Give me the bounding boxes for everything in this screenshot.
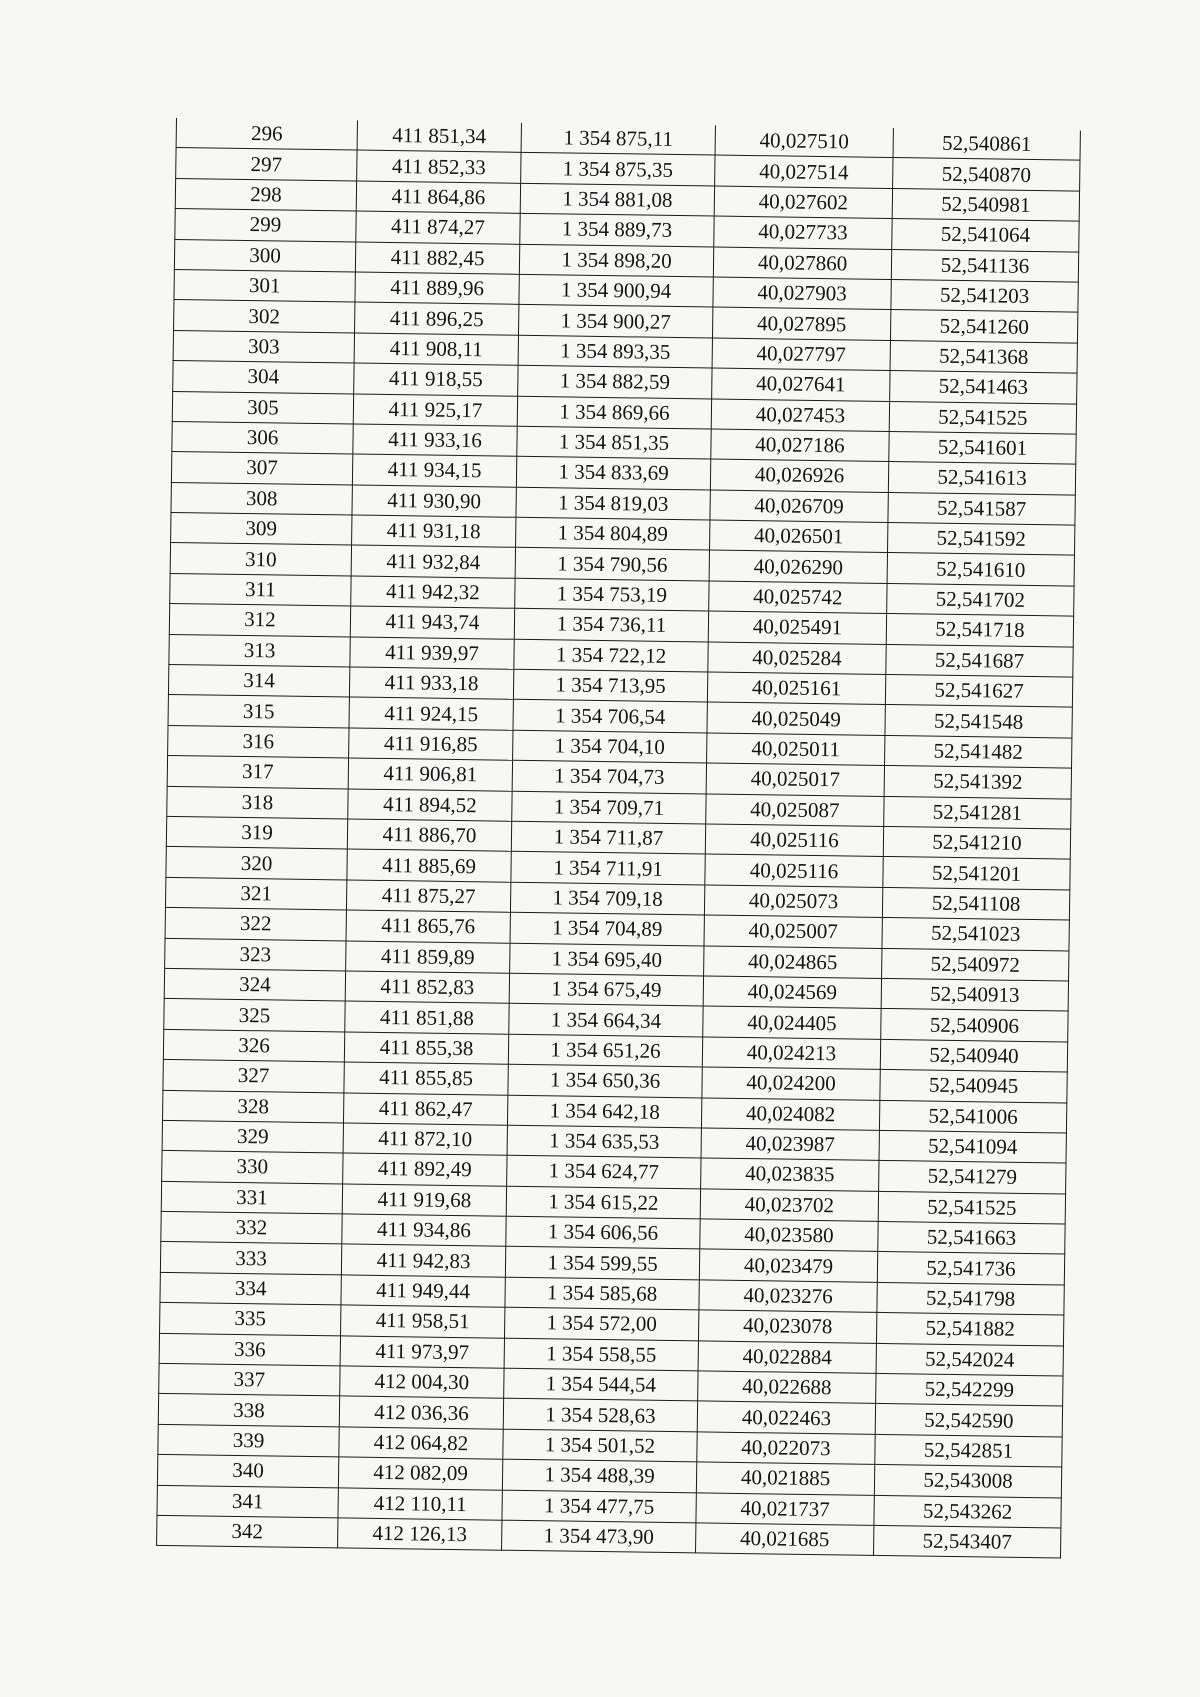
point-number-cell: 307 [171,452,352,485]
x-coordinate-cell: 411 894,52 [348,789,512,822]
latitude-cell: 40,026709 [710,490,888,523]
longitude-cell: 52,542851 [875,1434,1062,1467]
y-coordinate-cell: 1 354 804,89 [516,517,710,550]
x-coordinate-cell: 411 862,47 [343,1092,507,1125]
y-coordinate-cell: 1 354 635,53 [507,1125,701,1158]
y-coordinate-cell: 1 354 869,66 [517,396,711,429]
latitude-cell: 40,021737 [696,1492,874,1525]
point-number-cell: 330 [162,1151,343,1184]
longitude-cell: 52,540972 [882,948,1069,981]
y-coordinate-cell: 1 354 711,91 [511,852,705,885]
point-number-cell: 318 [167,786,348,819]
longitude-cell: 52,541525 [889,401,1076,434]
point-number-cell: 316 [168,725,349,758]
latitude-cell: 40,026501 [710,520,888,553]
latitude-cell: 40,022884 [698,1341,876,1374]
y-coordinate-cell: 1 354 709,71 [512,791,706,824]
x-coordinate-cell: 411 943,74 [350,606,514,639]
y-coordinate-cell: 1 354 585,68 [505,1277,699,1310]
x-coordinate-cell: 411 942,32 [351,576,515,609]
longitude-cell: 52,541718 [886,614,1073,647]
longitude-cell: 52,540861 [893,128,1080,160]
x-coordinate-cell: 412 126,13 [338,1518,502,1551]
point-number-cell: 296 [176,118,357,150]
y-coordinate-cell: 1 354 675,49 [509,973,703,1006]
point-number-cell: 311 [170,573,351,606]
y-coordinate-cell: 1 354 722,12 [514,639,708,672]
latitude-cell: 40,025011 [707,733,885,766]
longitude-cell: 52,541592 [887,523,1074,556]
longitude-cell: 52,540906 [881,1009,1068,1042]
point-number-cell: 301 [174,269,355,302]
latitude-cell: 40,023479 [699,1249,877,1282]
x-coordinate-cell: 411 851,88 [345,1001,509,1034]
x-coordinate-cell: 411 906,81 [348,758,512,791]
latitude-cell: 40,025491 [708,611,886,644]
x-coordinate-cell: 412 110,11 [338,1487,502,1520]
x-coordinate-cell: 411 949,44 [341,1275,505,1308]
longitude-cell: 52,541663 [878,1221,1065,1254]
longitude-cell: 52,541882 [876,1313,1063,1346]
latitude-cell: 40,025742 [709,581,887,614]
latitude-cell: 40,022463 [697,1401,875,1434]
latitude-cell: 40,027860 [713,247,891,280]
latitude-cell: 40,025116 [705,824,883,857]
latitude-cell: 40,026290 [709,550,887,583]
x-coordinate-cell: 412 004,30 [340,1366,504,1399]
y-coordinate-cell: 1 354 488,39 [502,1459,696,1492]
latitude-cell: 40,024082 [701,1097,879,1130]
x-coordinate-cell: 411 892,49 [343,1153,507,1186]
latitude-cell: 40,027514 [715,155,893,188]
latitude-cell: 40,025073 [704,885,882,918]
y-coordinate-cell: 1 354 790,56 [515,548,709,581]
y-coordinate-cell: 1 354 473,90 [502,1520,696,1553]
longitude-cell: 52,541006 [879,1100,1066,1133]
x-coordinate-cell: 411 855,38 [344,1032,508,1065]
point-number-cell: 334 [160,1272,341,1305]
y-coordinate-cell: 1 354 819,03 [516,487,710,520]
point-number-cell: 320 [166,847,347,880]
latitude-cell: 40,022688 [698,1371,876,1404]
y-coordinate-cell: 1 354 558,55 [504,1338,698,1371]
y-coordinate-cell: 1 354 664,34 [509,1004,703,1037]
x-coordinate-cell: 411 896,25 [355,302,519,335]
point-number-cell: 315 [168,695,349,728]
point-number-cell: 333 [160,1242,341,1275]
y-coordinate-cell: 1 354 544,54 [504,1368,698,1401]
x-coordinate-cell: 412 082,09 [338,1457,502,1490]
longitude-cell: 52,541798 [877,1282,1064,1315]
y-coordinate-cell: 1 354 893,35 [518,335,712,368]
longitude-cell: 52,541203 [891,279,1078,312]
point-number-cell: 327 [163,1060,344,1093]
latitude-cell: 40,022073 [697,1432,875,1465]
y-coordinate-cell: 1 354 528,63 [503,1399,697,1432]
longitude-cell: 52,541108 [882,887,1069,920]
x-coordinate-cell: 411 916,85 [349,728,513,761]
point-number-cell: 329 [162,1120,343,1153]
y-coordinate-cell: 1 354 882,59 [518,365,712,398]
longitude-cell: 52,542024 [876,1343,1063,1376]
y-coordinate-cell: 1 354 650,36 [508,1064,702,1097]
x-coordinate-cell: 411 852,83 [345,971,509,1004]
point-number-cell: 308 [171,482,352,515]
longitude-cell: 52,541525 [878,1191,1065,1224]
latitude-cell: 40,027797 [712,338,890,371]
x-coordinate-cell: 411 918,55 [354,363,518,396]
longitude-cell: 52,543008 [874,1465,1061,1498]
point-number-cell: 326 [163,1029,344,1062]
latitude-cell: 40,026926 [710,459,888,492]
x-coordinate-cell: 411 852,33 [357,150,521,183]
x-coordinate-cell: 411 930,90 [352,485,516,518]
y-coordinate-cell: 1 354 704,73 [512,760,706,793]
x-coordinate-cell: 412 036,36 [339,1396,503,1429]
longitude-cell: 52,541687 [886,644,1073,677]
longitude-cell: 52,541368 [890,340,1077,373]
y-coordinate-cell: 1 354 898,20 [519,244,713,277]
x-coordinate-cell: 411 934,15 [352,454,516,487]
y-coordinate-cell: 1 354 833,69 [516,457,710,490]
x-coordinate-cell: 411 939,97 [350,637,514,670]
point-number-cell: 302 [174,300,355,333]
y-coordinate-cell: 1 354 706,54 [513,700,707,733]
x-coordinate-cell: 411 882,45 [355,242,519,275]
longitude-cell: 52,541260 [890,310,1077,343]
longitude-cell: 52,541463 [890,371,1077,404]
point-number-cell: 335 [160,1303,341,1336]
point-number-cell: 305 [172,391,353,424]
x-coordinate-cell: 411 859,89 [346,941,510,974]
x-coordinate-cell: 411 908,11 [354,333,518,366]
latitude-cell: 40,027602 [714,186,892,219]
latitude-cell: 40,023702 [700,1189,878,1222]
longitude-cell: 52,541601 [889,431,1076,464]
latitude-cell: 40,024200 [702,1067,880,1100]
point-number-cell: 299 [175,209,356,242]
y-coordinate-cell: 1 354 704,89 [510,912,704,945]
longitude-cell: 52,540945 [880,1070,1067,1103]
x-coordinate-cell: 411 942,83 [341,1244,505,1277]
y-coordinate-cell: 1 354 875,11 [521,123,715,156]
coordinate-table-wrapper [156,118,1080,1559]
y-coordinate-cell: 1 354 704,10 [513,730,707,763]
y-coordinate-cell: 1 354 900,27 [519,305,713,338]
x-coordinate-cell: 411 851,34 [357,121,521,153]
point-number-cell: 325 [164,999,345,1032]
latitude-cell: 40,023078 [698,1310,876,1343]
y-coordinate-cell: 1 354 753,19 [515,578,709,611]
latitude-cell: 40,024213 [702,1037,880,1070]
longitude-cell: 52,542590 [875,1404,1062,1437]
point-number-cell: 303 [173,330,354,363]
y-coordinate-cell: 1 354 572,00 [505,1307,699,1340]
y-coordinate-cell: 1 354 709,18 [510,882,704,915]
latitude-cell: 40,025049 [707,702,885,735]
latitude-cell: 40,025116 [705,854,883,887]
y-coordinate-cell: 1 354 599,55 [505,1247,699,1280]
longitude-cell: 52,541587 [888,492,1075,525]
latitude-cell: 40,027453 [711,399,889,432]
longitude-cell: 52,541482 [885,735,1072,768]
latitude-cell: 40,025017 [706,763,884,796]
point-number-cell: 340 [157,1455,338,1488]
point-number-cell: 331 [161,1181,342,1214]
x-coordinate-cell: 411 925,17 [353,394,517,427]
point-number-cell: 321 [165,877,346,910]
point-number-cell: 298 [175,178,356,211]
point-number-cell: 300 [174,239,355,272]
latitude-cell: 40,027733 [714,216,892,249]
point-number-cell: 312 [169,604,350,637]
x-coordinate-cell: 411 872,10 [343,1123,507,1156]
y-coordinate-cell: 1 354 713,95 [513,669,707,702]
longitude-cell: 52,541064 [892,219,1079,252]
longitude-cell: 52,540870 [893,158,1080,191]
x-coordinate-cell: 411 864,86 [356,181,520,214]
point-number-cell: 304 [173,361,354,394]
longitude-cell: 52,541094 [879,1130,1066,1163]
y-coordinate-cell: 1 354 624,77 [507,1156,701,1189]
point-number-cell: 328 [163,1090,344,1123]
point-number-cell: 313 [169,634,350,667]
point-number-cell: 336 [159,1333,340,1366]
longitude-cell: 52,541136 [891,249,1078,282]
y-coordinate-cell: 1 354 881,08 [520,183,714,216]
x-coordinate-cell: 411 875,27 [346,880,510,913]
longitude-cell: 52,541610 [887,553,1074,586]
point-number-cell: 310 [170,543,351,576]
point-number-cell: 314 [168,664,349,697]
point-number-cell: 341 [157,1485,338,1518]
y-coordinate-cell: 1 354 501,52 [503,1429,697,1462]
y-coordinate-cell: 1 354 889,73 [520,213,714,246]
x-coordinate-cell: 411 924,15 [349,697,513,730]
x-coordinate-cell: 411 933,16 [353,424,517,457]
x-coordinate-cell: 411 889,96 [355,272,519,305]
x-coordinate-cell: 411 934,86 [342,1214,506,1247]
latitude-cell: 40,027903 [713,277,891,310]
x-coordinate-cell: 411 919,68 [342,1184,506,1217]
longitude-cell: 52,540913 [881,978,1068,1011]
longitude-cell: 52,543262 [874,1495,1061,1528]
point-number-cell: 342 [157,1515,338,1548]
point-number-cell: 319 [166,816,347,849]
longitude-cell: 52,540981 [892,188,1079,221]
x-coordinate-cell: 411 874,27 [356,211,520,244]
x-coordinate-cell: 411 932,84 [351,545,515,578]
latitude-cell: 40,025284 [708,642,886,675]
y-coordinate-cell: 1 354 900,94 [519,274,713,307]
longitude-cell: 52,541736 [877,1252,1064,1285]
x-coordinate-cell: 412 064,82 [339,1427,503,1460]
x-coordinate-cell: 411 886,70 [347,819,511,852]
longitude-cell: 52,541613 [888,462,1075,495]
x-coordinate-cell: 411 931,18 [352,515,516,548]
point-number-cell: 324 [164,968,345,1001]
longitude-cell: 52,541702 [887,583,1074,616]
latitude-cell: 40,025007 [704,915,882,948]
x-coordinate-cell: 411 933,18 [349,667,513,700]
latitude-cell: 40,023835 [701,1158,879,1191]
latitude-cell: 40,024569 [703,976,881,1009]
x-coordinate-cell: 411 958,51 [341,1305,505,1338]
x-coordinate-cell: 411 885,69 [347,849,511,882]
longitude-cell: 52,541279 [879,1161,1066,1194]
latitude-cell: 40,023987 [701,1128,879,1161]
point-number-cell: 309 [171,513,352,546]
point-number-cell: 317 [167,756,348,789]
x-coordinate-cell: 411 855,85 [344,1062,508,1095]
longitude-cell: 52,541210 [883,826,1070,859]
latitude-cell: 40,024405 [703,1006,881,1039]
coordinate-table-body [157,118,1081,1558]
y-coordinate-cell: 1 354 736,11 [514,609,708,642]
latitude-cell: 40,024865 [704,945,882,978]
y-coordinate-cell: 1 354 477,75 [502,1490,696,1523]
latitude-cell: 40,025087 [706,794,884,827]
longitude-cell: 52,541201 [883,857,1070,890]
point-number-cell: 337 [159,1363,340,1396]
y-coordinate-cell: 1 354 695,40 [510,943,704,976]
latitude-cell: 40,027641 [712,368,890,401]
latitude-cell: 40,021885 [696,1462,874,1495]
y-coordinate-cell: 1 354 875,35 [521,153,715,186]
y-coordinate-cell: 1 354 711,87 [511,821,705,854]
latitude-cell: 40,027186 [711,429,889,462]
coordinate-table [156,118,1081,1559]
longitude-cell: 52,541548 [885,705,1072,738]
longitude-cell: 52,541023 [882,918,1069,951]
x-coordinate-cell: 411 973,97 [340,1336,504,1369]
longitude-cell: 52,540940 [880,1039,1067,1072]
latitude-cell: 40,027895 [712,307,890,340]
longitude-cell: 52,543407 [873,1525,1060,1558]
longitude-cell: 52,541281 [884,796,1071,829]
y-coordinate-cell: 1 354 651,26 [508,1034,702,1067]
x-coordinate-cell: 411 865,76 [346,910,510,943]
latitude-cell: 40,023276 [699,1280,877,1313]
longitude-cell: 52,541627 [885,674,1072,707]
y-coordinate-cell: 1 354 642,18 [507,1095,701,1128]
latitude-cell: 40,027510 [715,126,893,158]
latitude-cell: 40,023580 [700,1219,878,1252]
point-number-cell: 322 [165,908,346,941]
longitude-cell: 52,542299 [876,1373,1063,1406]
latitude-cell: 40,021685 [696,1523,874,1556]
point-number-cell: 323 [165,938,346,971]
point-number-cell: 332 [161,1211,342,1244]
latitude-cell: 40,025161 [707,672,885,705]
y-coordinate-cell: 1 354 851,35 [517,426,711,459]
point-number-cell: 339 [158,1424,339,1457]
point-number-cell: 306 [172,421,353,454]
y-coordinate-cell: 1 354 615,22 [506,1186,700,1219]
point-number-cell: 297 [176,148,357,181]
y-coordinate-cell: 1 354 606,56 [506,1216,700,1249]
point-number-cell: 338 [158,1394,339,1427]
longitude-cell: 52,541392 [884,766,1071,799]
